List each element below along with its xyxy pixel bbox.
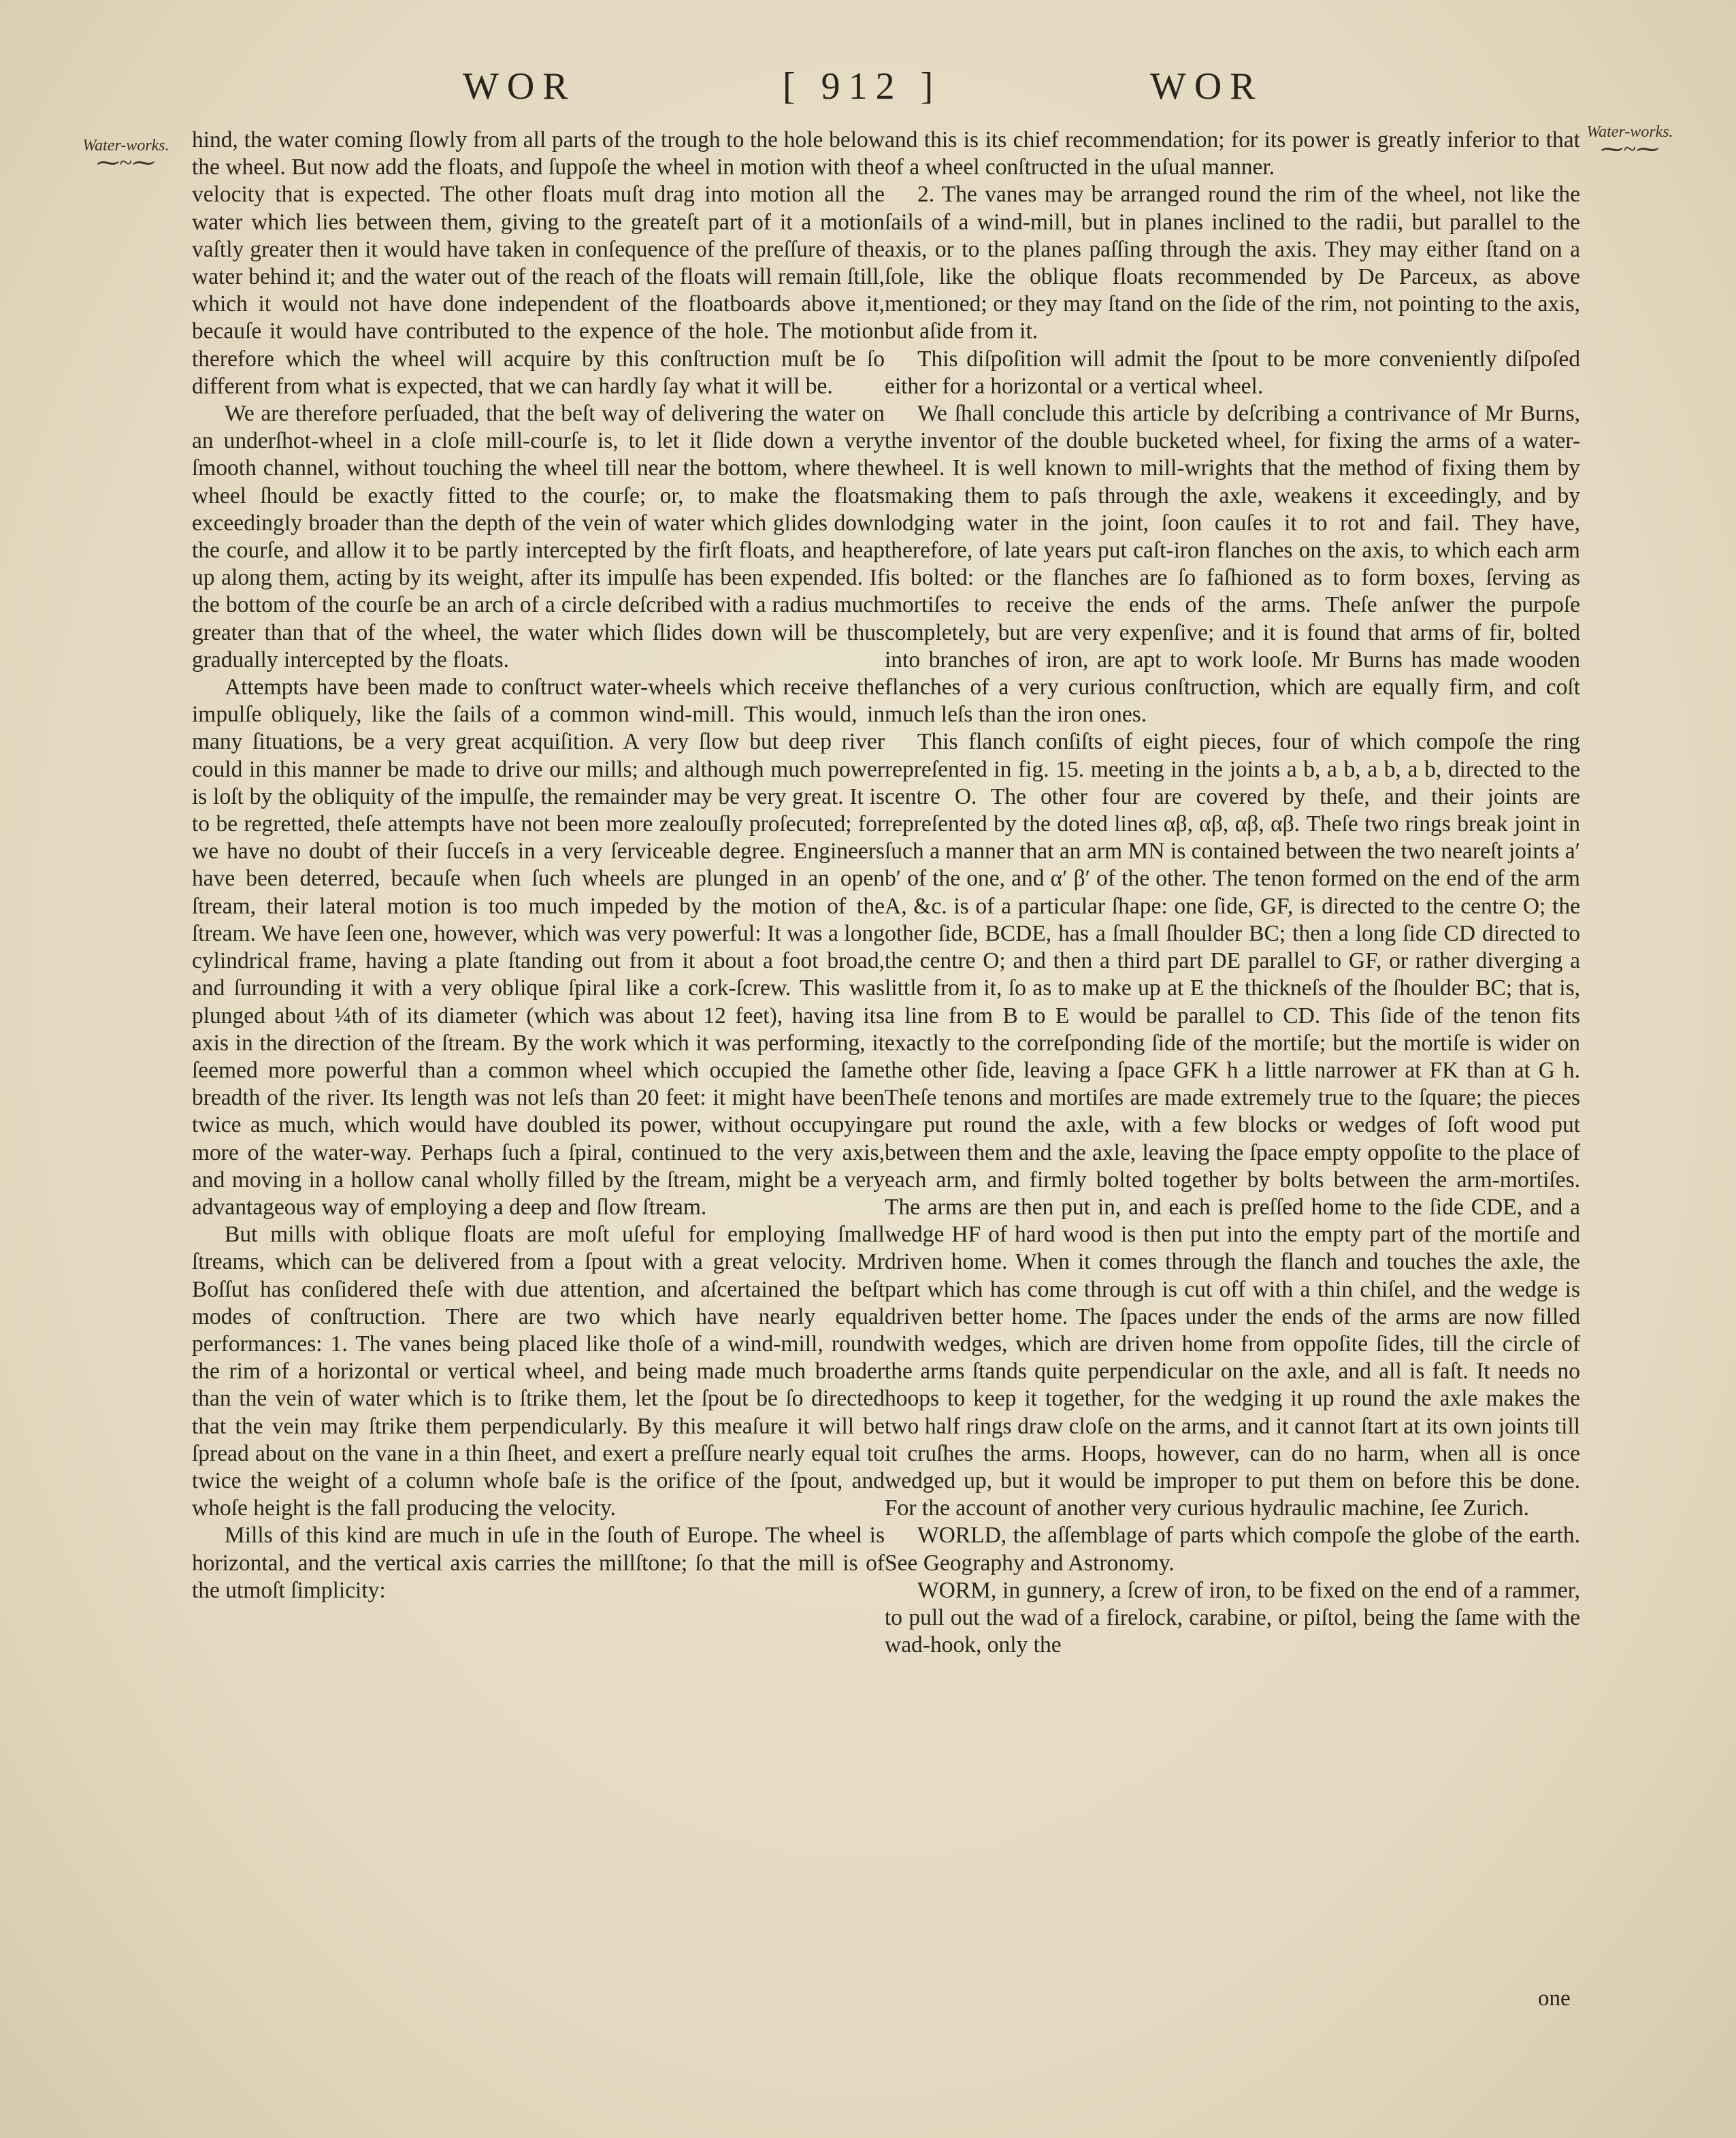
right-margin-note [1579,121,1681,162]
paragraph: Mills of this kind are much in uſe in the ſouth of Europe. The wheel is horizontal, and the vertical axis carries the millſtone; ſo that the mill is of the utmoſt ſimplicity: [192,1523,885,1603]
page-number: [ 912 ] [783,65,942,108]
paragraph: Attempts have been made to conſtruct water-wheels which receive the impulſe obliquely, like the ſails of a common wind-mill. This would, in many ſituations, be a very great acquiſition. A very ſlow but deep river could in this manner be made to drive our mills; and although much power is loſt by the obliquity of the impulſe, the remainder may be very great. It is to be regretted, theſe attempts have not been more zealouſly proſecuted; for we have no doubt of their ſucceſs in a very ſerviceable degree. Engineers have been deterred, becauſe when ſuch wheels are plunged in an open ſtream, their lateral motion is too much impeded by the motion of the ſtream. We have ſeen one, however, which was very powerful: It was a long cylindrical frame, having a plate ſtanding out from it about a foot broad, and ſurrounding it with a very oblique ſpiral like a cork-ſcrew. This was plunged about ¼th of its diameter (which was about 12 feet), having its axis in the direction of the ſtream. By the work which it was performing, it ſeemed more powerful than a common wheel which occupied the ſame breadth of the river. Its length was not leſs than 20 feet: it might have been twice as much, which would have doubled its power, without occupying more of the water-way. Perhaps ſuch a ſpiral, continued to the very axis, and moving in a hollow canal wholly filled by the ſtream, might be a very advantageous way of employing a deep and ſlow ſtream. [192,675,885,1220]
paragraph: WORLD, the aſſemblage of parts which compoſe the globe of the earth. See Geography and Astronomy. [885,1523,1580,1576]
paragraph: This flanch conſiſts of eight pieces, four of which compoſe the ring repreſented in fig. 15. meeting in the joints a b, a b, a b, a b, directed to the centre O. The other four are covered by theſe, and their joints are repreſented by the doted lines αβ, αβ, αβ, αβ. Theſe two rings break joint in ſuch a manner that an arm MN is contained between the two neareſt joints a′ b′ of the one, and α′ β′ of the other. The tenon formed on the end of the arm A, &c. is of a particular ſhape: one ſide, GF, is directed to the centre O; the other ſide, BCDE, has a ſmall ſhoulder BC; then a long ſide CD directed to the centre O; and then a third part DE parallel to GF, or rather diverging a little from it, ſo as to make up at E the thickneſs of the ſhoulder BC; that is, a line from B to E would be parallel to CD. This ſide of the tenon fits exactly to the correſponding ſide of the mortiſe; but the mortiſe is wider on the other ſide, leaving a ſpace GFK h a little narrower at FK than at G h. Theſe tenons and mortiſes are made extremely true to the ſquare; the pieces are put round the axle, with a few blocks or wedges of ſoft wood put between them and the axle, leaving the ſpace empty oppoſite to the place of each arm, and firmly bolted together by bolts between the arm-mortiſes. The arms are then put in, and each is preſſed home to the ſide CDE, and a wedge HF of hard wood is then put into the empty part of the mortiſe and driven home. When it comes through the flanch and touches the axle, the part which has come through is cut off with a thin chiſel, and the wedge is driven better home. The ſpaces under the ends of the arms are now filled with wedges, which are driven home from oppoſite ſides, till the circle of the arms ſtands quite perpendicular on the axle, and all is faſt. It needs no hoops to keep it together, for the wedging it up round the axle makes the two half rings draw cloſe on the arms, and it cannot ſtart at its own joints till it cruſhes the arms. Hoops, however, can do no harm, when all is once wedged up, but it would be improper to put them on before this be done. For the account of another very curious hydraulic machine, ſee Zurich. [885,729,1580,1521]
paragraph: This diſpoſition will admit the ſpout to be more conveniently diſpoſed either for a horizontal or a vertical wheel. [885,346,1580,399]
paragraph: We are therefore perſuaded, that the beſt way of delivering the water on an underſhot-wheel in a cloſe mill-courſe is, to let it ſlide down a very ſmooth channel, without touching the wheel till near the bottom, where the wheel ſhould be exactly fitted to the courſe; or, to make the floats exceedingly broader than the depth of the vein of water which glides down the courſe, and allow it to be partly intercepted by the firſt floats, and heap up along them, acting by its weight, after its impulſe has been expended. If the bottom of the courſe be an arch of a circle deſcribed with a radius much greater than that of the wheel, the water which ſlides down will be thus gradually intercepted by the floats. [192,401,885,673]
header-left-word: WOR [463,65,576,108]
left-column [192,127,885,1604]
right-column [885,127,1580,1659]
paragraph: WORM, in gunnery, a ſcrew of iron, to be fixed on the end of a rammer, to pull out the wad of a firelock, carabine, or piſtol, being the ſame with the wad-hook, only the [885,1577,1580,1658]
catchword: one [1538,1986,1571,2011]
left-margin-note [75,135,177,176]
paragraph: hind, the water coming ſlowly from all parts of the trough to the hole below the wheel. But now add the floats, and ſuppoſe the wheel in motion with the velocity that is expected. The other floats muſt drag into motion all the water which lies between them, giving to the greateſt part of it a motion vaſtly greater then it would have taken in conſequence of the preſſure of the water behind it; and the water out of the reach of the floats will remain ſtill, which it would not have done independent of the floatboards above it, becauſe it would have contributed to the expence of the hole. The motion therefore which the wheel will acquire by this conſtruction muſt be ſo different from what is expected, that we can hardly ſay what it will be. [192,127,885,399]
swash-ornament-icon: ⁓~⁓ [96,150,156,176]
running-header [0,65,1736,126]
paragraph: and this is its chief recommendation; for its power is greatly inferior to that of a wheel conſtructed in the uſual manner. [885,127,1580,180]
paragraph: But mills with oblique floats are moſt uſeful for employing ſmall ſtreams, which can be delivered from a ſpout with a great velocity. Mr Boſſut has conſidered theſe with due attention, and aſcertained the beſt modes of conſtruction. There are two which have nearly equal performances: 1. The vanes being placed like thoſe of a wind-mill, round the rim of a horizontal or vertical wheel, and being made much broader than the vein of water which is to ſtrike them, let the ſpout be ſo directed that the vein may ſtrike them perpendicularly. By this meaſure it will be ſpread about on the vane in a thin ſheet, and exert a preſſure nearly equal to twice the weight of a column whoſe baſe is the orifice of the ſpout, and whoſe height is the fall producing the velocity. [192,1222,885,1521]
right-margin-note-text: Water-works. [1586,123,1673,141]
paragraph: We ſhall conclude this article by deſcribing a contrivance of Mr Burns, the inventor of the double bucketed wheel, for fixing the arms of a water-wheel. It is well known to mill-wrights that the method of fixing them by making them to paſs through the axle, weakens it exceedingly, and by lodging water in the joint, ſoon cauſes it to rot and fail. They have, therefore, of late years put caſt-iron flanches on the axis, to which each arm is bolted: or the flanches are ſo faſhioned as to form boxes, ſerving as mortiſes to receive the ends of the arms. Theſe anſwer the purpoſe completely, but are very expenſive; and it is found that arms of fir, bolted into branches of iron, are apt to work looſe. Mr Burns has made wooden flanches of a very curious conſtruction, which are equally firm, and coſt much leſs than the iron ones. [885,401,1580,728]
swash-ornament-icon: ⁓~⁓ [1600,137,1660,162]
paragraph: 2. The vanes may be arranged round the rim of the wheel, not like the ſails of a wind-mill, but in planes inclined to the radii, but parallel to the axis, or to the planes paſſing through the axis. They may either ſtand on a ſole, like the oblique floats recommended by De Parceux, as above mentioned; or they may ſtand on the ſide of the rim, not pointing to the axis, but aſide from it. [885,182,1580,344]
header-right-word: WOR [1150,65,1264,108]
left-margin-note-text: Water-works. [82,137,169,155]
